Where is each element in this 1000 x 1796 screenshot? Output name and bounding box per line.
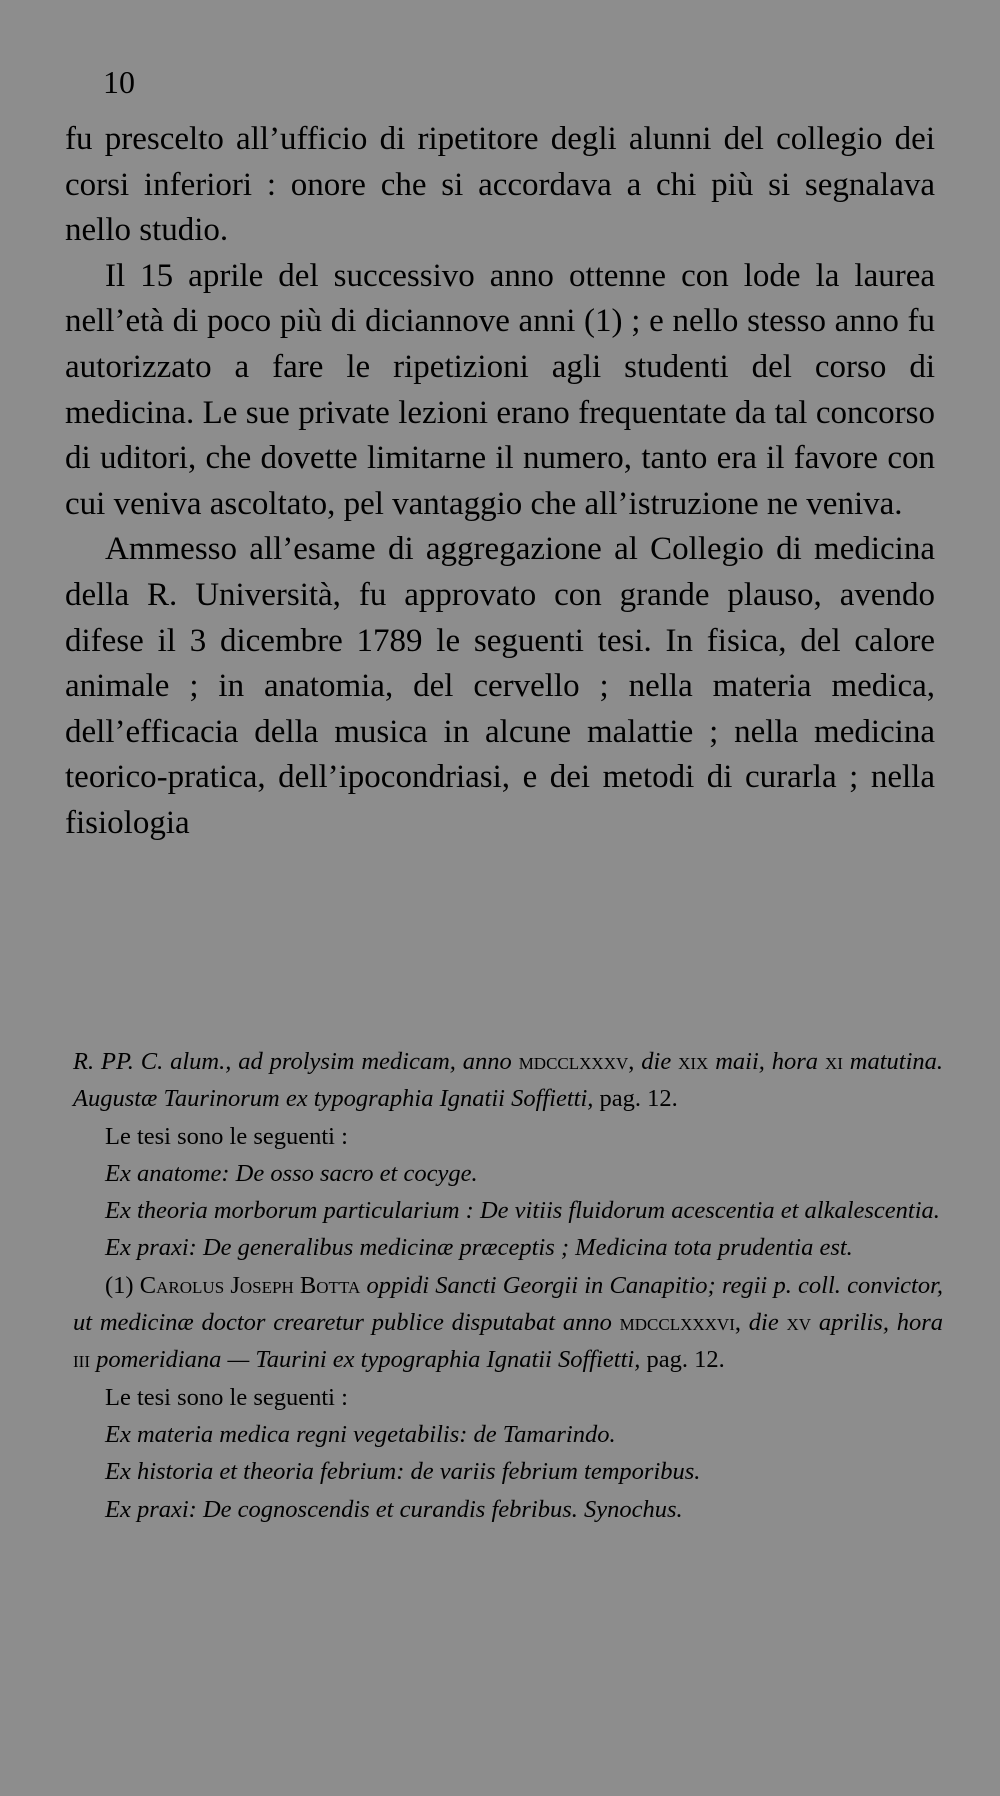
note-text: pag. 12. (599, 1085, 678, 1113)
note-text: pag. 12. (646, 1346, 725, 1374)
note-text: xi (824, 1048, 843, 1075)
note-continuation (73, 1043, 943, 1118)
body-paragraph-1: fu prescelto all’ufficio di ripetitore degli alunni del collegio dei corsi inferiori : onore che si accordava a chi più si segnalava nello studio. (65, 121, 935, 249)
theses-intro: Le tesi sono le seguenti : (105, 1122, 348, 1150)
note-text: xix (678, 1048, 709, 1075)
note-text: mdcclxxxvi, (619, 1309, 741, 1337)
note-text: xv (786, 1309, 812, 1337)
theses-intro: Le tesi sono le seguenti : (105, 1383, 348, 1411)
thesis-line: Ex theoria morborum particularium : De vitiis fluidorum acescentia et alkalescentia. (105, 1197, 940, 1225)
note-text: maii, hora (715, 1048, 819, 1075)
thesis-line: Ex praxi: De generalibus medicinæ præceptis ; Medicina tota prudentia est. (105, 1234, 853, 1262)
thesis-line: Ex materia medica regni vegetabilis: de Tamarindo. (105, 1420, 616, 1448)
note-text: mdcclxxxv, (518, 1048, 635, 1075)
body-paragraph-3: Ammesso all’esame di aggregazione al Collegio di medicina della R. Università, fu approvato con grande plauso, avendo difese il 3 dicembre 1789 le seguenti tesi. In fisica, del calore animale ; in anatomia, del cervello ; nella materia medica, dell’efficacia della musica in alcune malattie ; nella medicina teorico-pratica, dell’ipocondriasi, e dei metodi di curarla ; nella fisiologia (65, 531, 935, 841)
note-text: oppidi Sancti Georgii in Canapitio; regii p. coll. convictor, ut medicinæ doctor crearetur publice disputabat anno (73, 1271, 944, 1337)
note-text: R. PP. C. alum., ad prolysim medicam, anno (73, 1048, 512, 1075)
footnote-marker: (1) (105, 1271, 134, 1299)
note-text: pomeridiana — Taurini ex typographia Ignatii Soffietti, (96, 1346, 641, 1374)
note-text: die (641, 1048, 672, 1075)
main-text (65, 117, 935, 847)
thesis-line: Ex historia et theoria febrium: de variis febrium temporibus. (105, 1458, 701, 1486)
body-paragraph-2: Il 15 aprile del successivo anno ottenne con lode la laurea nell’età di poco più di diciannove anni (1) ; e nello stesso anno fu autorizzato a fare le ripetizioni agli studenti del corso di medicina. Le sue private lezioni erano frequentate da tal concorso di uditori, che dovette limitarne il numero, tanto era il favore con cui veniva ascoltato, pel vantaggio che all’istruzione ne veniva. (65, 257, 935, 522)
thesis-line: Ex anatome: De osso sacro et cocyge. (105, 1159, 478, 1187)
note-text: aprilis, hora (818, 1309, 944, 1337)
footnote-author: Carolus Joseph Botta (139, 1271, 361, 1299)
note-text: iii (73, 1346, 90, 1374)
thesis-line: Ex praxi: De cognoscendis et curandis febribus. Synochus. (105, 1495, 683, 1523)
page-number: 10 (103, 64, 135, 100)
footnotes (73, 1043, 943, 1528)
note-text: die (748, 1309, 779, 1337)
note-text: matutina. Augustæ Taurinorum ex typographia Ignatii Soffietti, (73, 1048, 944, 1113)
footnote-1 (73, 1267, 943, 1379)
